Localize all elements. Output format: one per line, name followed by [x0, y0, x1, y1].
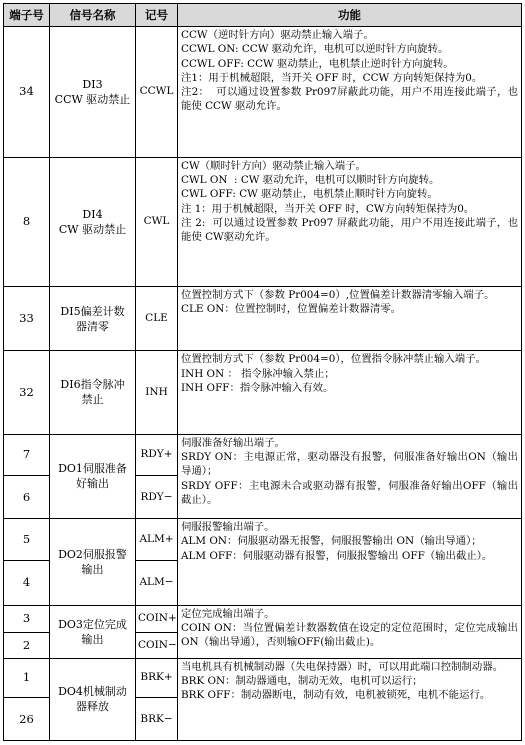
header-function: 功能: [178, 4, 522, 27]
function-description: [178, 519, 522, 606]
function-line: 注 1：用于机械超限，当开关 OFF 时，CW方向转矩保持为0。: [181, 202, 475, 215]
header-signal-name: 信号名称: [50, 4, 136, 27]
function-line: CW（顺时针方向）驱动禁止输入端子。: [181, 159, 366, 172]
signal-symbol: RDY+: [136, 434, 178, 476]
terminal-number: 3: [4, 605, 50, 632]
function-line: CWL OFF: CW 驱动禁止，电机禁止顺时针方向旋转。: [181, 188, 438, 201]
signal-name: DO3定位完成 输出: [50, 605, 136, 658]
terminal-number: 32: [4, 351, 50, 434]
function-line: CCW（逆时针方向）驱动禁止输入端子。: [181, 29, 374, 41]
terminal-number: 7: [4, 434, 50, 476]
table-row: [4, 27, 522, 158]
function-line: INH ON ： 指令脉冲输入禁止；: [181, 367, 335, 380]
function-line: 位置控制方式下（参数 Pr004=0）,位置偏差计数器清零输入端子。: [181, 289, 495, 302]
function-description: [178, 658, 522, 740]
signal-symbol: BRK+: [136, 658, 178, 697]
signal-name: DO2伺服报警 输出: [50, 519, 136, 606]
function-line: ALM ON：伺服驱动器无报警，伺服报警输出 ON（输出导通）；: [181, 535, 482, 548]
function-line: SRDY ON：主电源正常，驱动器没有报警，伺服准备好输出ON（输出导通）；: [181, 450, 518, 478]
function-description: [178, 157, 522, 287]
signal-symbol: RDY−: [136, 476, 178, 519]
function-line: ALM OFF：伺服驱动器有报警，伺服报警输出 OFF（输出截止）。: [181, 549, 493, 562]
signal-name: DO4机械制动 器释放: [50, 658, 136, 740]
signal-symbol: COIN−: [136, 632, 178, 658]
table-row: [4, 287, 522, 351]
function-line: BRK OFF：制动器断电，制动有效，电机被锁死，电机不能运行。: [181, 689, 491, 702]
function-line: CLE ON：位置控制时，位置偏差计数器清零。: [181, 303, 401, 316]
signal-name: DI6指令脉冲 禁止: [50, 351, 136, 434]
function-line: 伺服准备好输出端子。: [181, 436, 285, 449]
terminal-number: 26: [4, 698, 50, 741]
table-row: [4, 434, 522, 476]
function-description: [178, 434, 522, 518]
signal-symbol: ALM−: [136, 560, 178, 605]
signal-table: [3, 3, 522, 741]
terminal-number: 33: [4, 287, 50, 351]
signal-symbol: INH: [136, 351, 178, 434]
function-line: 注 2: 可以通过设置参数 Pr097 屏蔽此功能，用户不用连接此端子，也能使 CW驱动允许。: [181, 216, 518, 244]
function-description: [178, 351, 522, 434]
function-line: 注2： 可以通过设置参数 Pr097屏蔽此功能，用户不用连接此端子，也能使 CCW 驱动允许。: [181, 86, 518, 113]
signal-name: DO1伺服准备 好输出: [50, 434, 136, 518]
function-line: COIN ON：当位置偏差计数器数值在设定的定位范围时，定位完成输出 ON（输出导通），否则输OFF(输出截止)。: [181, 622, 522, 649]
function-line: INH OFF：指令脉冲输入有效。: [181, 381, 334, 394]
signal-symbol: COIN+: [136, 605, 178, 632]
function-description: [178, 27, 522, 158]
function-line: BRK ON：制动器通电，制动无效，电机可以运行；: [181, 674, 423, 687]
function-line: CWL ON : CW 驱动允许，电机可以顺时针方向旋转。: [181, 173, 440, 186]
header-symbol: 记号: [136, 4, 178, 27]
terminal-number: 5: [4, 519, 50, 561]
function-line: 当电机具有机械制动器（失电保持器）时，可以用此端口控制制动器。: [181, 660, 504, 673]
table-row: [4, 519, 522, 561]
signal-name: DI3 CCW 驱动禁止: [50, 27, 136, 158]
terminal-number: 8: [4, 157, 50, 287]
signal-name: DI4 CW 驱动禁止: [50, 157, 136, 287]
function-line: 伺服报警输出端子。: [181, 521, 275, 534]
function-line: CCWL OFF: CCW 驱动禁止，电机禁止逆时针方向旋转。: [181, 57, 454, 70]
signal-symbol: CCWL: [136, 27, 178, 158]
function-line: SRDY OFF：主电源未合或驱动器有报警，伺服准备好输出OFF（输出截止）。: [181, 479, 518, 506]
header-terminal: 端子号: [4, 4, 50, 27]
function-line: CCWL ON: CCW 驱动允许，电机可以逆时针方向旋转。: [181, 43, 449, 56]
function-line: 注1：用于机械超限，当开关 OFF 时，CCW 方向转矩保持为0。: [181, 71, 483, 84]
function-description: [178, 605, 522, 658]
function-line: 位置控制方式下（参数 Pr004=0），位置指令脉冲禁止输入端子。: [181, 353, 486, 366]
terminal-number: 34: [4, 27, 50, 158]
table-body: [4, 27, 522, 741]
function-line: 定位完成输出端子。: [181, 607, 275, 620]
terminal-number: 1: [4, 658, 50, 697]
function-description: [178, 287, 522, 351]
signal-symbol: ALM+: [136, 519, 178, 561]
terminal-number: 4: [4, 560, 50, 605]
table-row: [4, 658, 522, 697]
signal-name: DI5偏差计数 器清零: [50, 287, 136, 351]
signal-symbol: BRK−: [136, 698, 178, 741]
table-header-row: [4, 4, 522, 27]
signal-symbol: CWL: [136, 157, 178, 287]
terminal-number: 6: [4, 476, 50, 519]
table-row: [4, 605, 522, 632]
table-row: [4, 157, 522, 287]
table-row: [4, 351, 522, 434]
terminal-number: 2: [4, 632, 50, 658]
signal-symbol: CLE: [136, 287, 178, 351]
